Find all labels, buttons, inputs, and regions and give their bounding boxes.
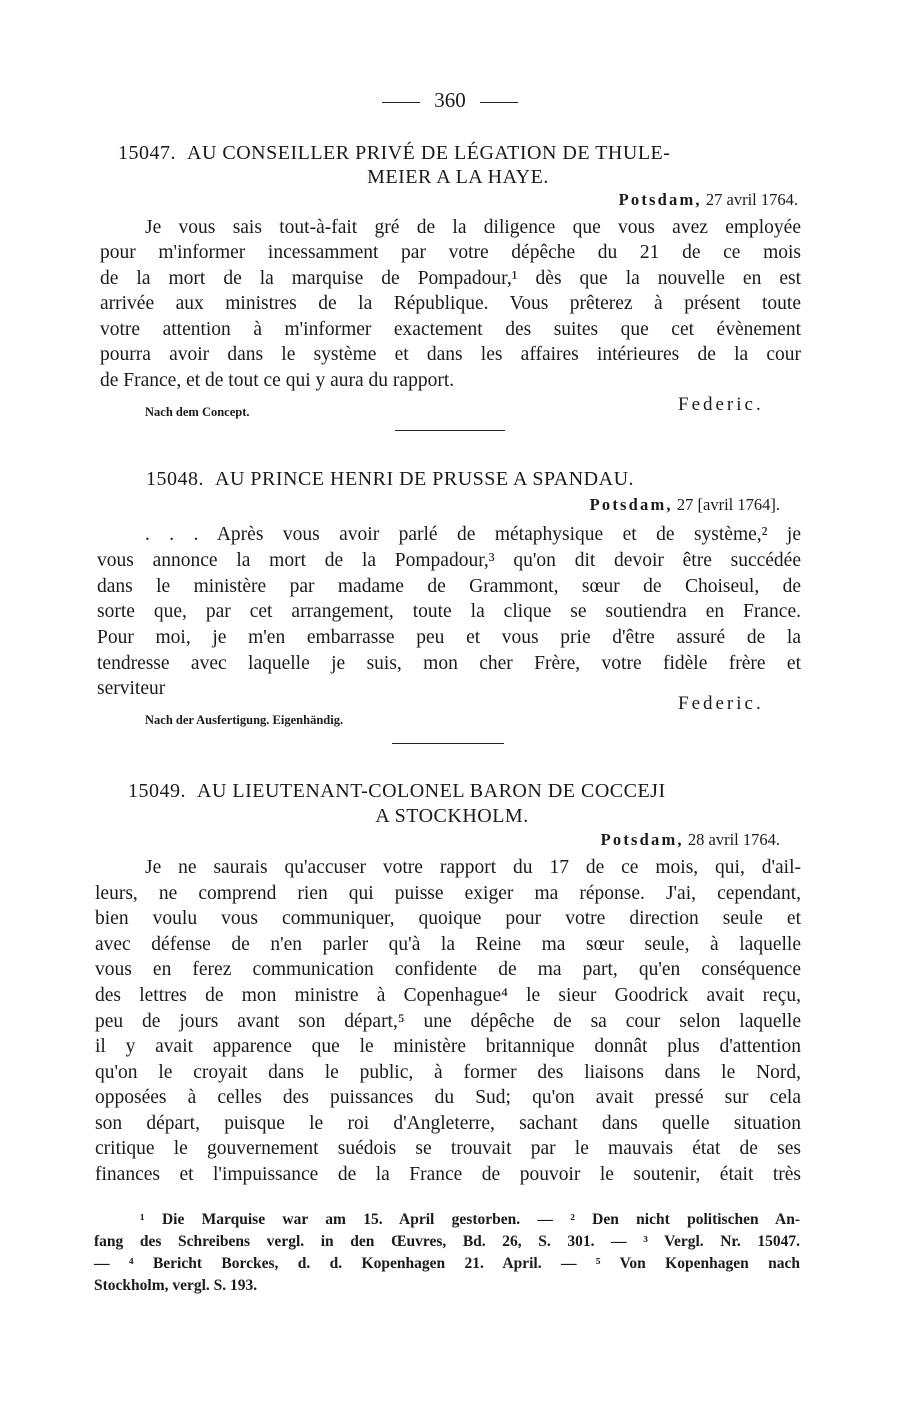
footnote-line: Stockholm, vergl. S. 193. xyxy=(94,1277,258,1294)
footnote-line: — ⁴ Bericht Borckes, d. d. Kopenhagen 21. April. — ⁵ Von Kopenhagen nach xyxy=(94,1255,800,1272)
page-number-line xyxy=(0,88,900,112)
body-line: tendresse avec laquelle je suis, mon cher Frère, votre fidèle frère et xyxy=(97,653,801,674)
letter-date-value: 28 avril 1764. xyxy=(687,830,780,849)
signature: Federic. xyxy=(678,693,764,714)
letter-place: Potsdam, xyxy=(618,190,702,209)
body-line: dans le ministère par madame de Grammont, sœur de Choiseul, de xyxy=(97,576,801,597)
body-line: vous en ferez communication confidente de ma part, qu'en conséquence xyxy=(95,959,801,980)
letter-date xyxy=(400,188,798,212)
footnote-line: ¹ Die Marquise war am 15. April gestorben. — ² Den nicht politischen An- xyxy=(140,1211,800,1228)
letter-heading xyxy=(146,467,766,491)
dash-right xyxy=(480,102,518,103)
heading-line: AU LIEUTENANT-COLONEL BARON DE COCCEJI xyxy=(197,780,666,802)
letter-heading xyxy=(128,779,788,803)
separator-rule xyxy=(392,743,504,744)
page-number: 360 xyxy=(434,88,466,112)
signature: Federic. xyxy=(678,394,764,415)
separator-rule xyxy=(395,430,505,431)
body-line: arrivée aux ministres de la République. Vous prêterez à présent toute xyxy=(100,293,801,314)
heading-line: AU PRINCE HENRI DE PRUSSE A SPANDAU. xyxy=(215,468,635,490)
body-line: leurs, ne comprend rien qui puisse exiger ma réponse. J'ai, cependant, xyxy=(95,883,801,904)
body-line: finances et l'impuissance de la France de pouvoir le soutenir, était très xyxy=(95,1164,801,1185)
source-note: Nach dem Concept. xyxy=(145,405,250,419)
body-line: vous annonce la mort de la Pompadour,³ qu'on dit devoir être succédée xyxy=(97,550,801,571)
heading-line: AU CONSEILLER PRIVÉ DE LÉGATION DE THULE- xyxy=(187,142,671,164)
letter-date-value: 27 avril 1764. xyxy=(705,190,798,209)
body-line: Je ne saurais qu'accuser votre rapport du 17 de ce mois, qui, d'ail- xyxy=(145,857,801,878)
body-line: critique le gouvernement suédois se trouvait par le mauvais état de ses xyxy=(95,1138,801,1159)
heading-line: A STOCKHOLM. xyxy=(375,805,529,827)
letter-date xyxy=(400,493,780,517)
letter-number: 15048. xyxy=(146,468,204,490)
body-line: Pour moi, je m'en embarrasse peu et vous prie d'être assuré de la xyxy=(97,627,801,648)
source-note: Nach der Ausfertigung. Eigenhändig. xyxy=(145,713,344,727)
body-line: pourra avoir dans le système et dans les affaires intérieures de la cour xyxy=(100,344,801,365)
letter-number: 15047. xyxy=(118,142,176,164)
letter-heading xyxy=(118,141,798,165)
body-line: peu de jours avant son départ,⁵ une dépêche de sa cour selon laquelle xyxy=(95,1011,801,1032)
body-line: pour m'informer incessamment par votre dépêche du 21 de ce mois xyxy=(100,242,801,263)
body-line: de la mort de la marquise de Pompadour,¹ dès que la nouvelle en est xyxy=(100,268,801,289)
letter-place: Potsdam, xyxy=(600,830,684,849)
body-line: opposées à celles des puissances du Sud; qu'on avait pressé sur cela xyxy=(95,1087,801,1108)
body-line: serviteur xyxy=(97,678,166,699)
body-line: bien voulu vous communiquer, quoique pour votre direction seule et xyxy=(95,908,801,929)
body-line: de France, et de tout ce qui y aura du rapport. xyxy=(100,370,455,391)
body-line: des lettres de mon ministre à Copenhague⁴ le sieur Goodrick avait reçu, xyxy=(95,985,801,1006)
footnote-line: fang des Schreibens vergl. in den Œuvres, Bd. 26, S. 301. — ³ Vergl. Nr. 15047. xyxy=(94,1233,800,1250)
body-line: . . . Après vous avoir parlé de métaphysique et de système,² je xyxy=(145,524,801,545)
body-line: votre attention à m'informer exactement des suites que cet évènement xyxy=(100,319,801,340)
body-line: avec défense de n'en parler qu'à la Reine ma sœur seule, à laquelle xyxy=(95,934,801,955)
body-line: qu'on le croyait dans le public, à former des liaisons dans le Nord, xyxy=(95,1062,801,1083)
body-line: il y avait apparence que le ministère britannique donnât plus d'attention xyxy=(95,1036,801,1057)
letter-date xyxy=(400,828,780,852)
letter-number: 15049. xyxy=(128,780,186,802)
dash-left xyxy=(382,102,420,103)
body-line: son départ, puisque le roi d'Angleterre, sachant dans quelle situation xyxy=(95,1113,801,1134)
letter-date-value: 27 [avril 1764]. xyxy=(676,495,780,514)
heading-line: MEIER A LA HAYE. xyxy=(367,166,549,188)
body-line: Je vous sais tout-à-fait gré de la diligence que vous avez employée xyxy=(145,217,801,238)
letter-place: Potsdam, xyxy=(589,495,673,514)
body-line: sorte que, par cet arrangement, toute la clique se soutiendra en France. xyxy=(97,601,801,622)
